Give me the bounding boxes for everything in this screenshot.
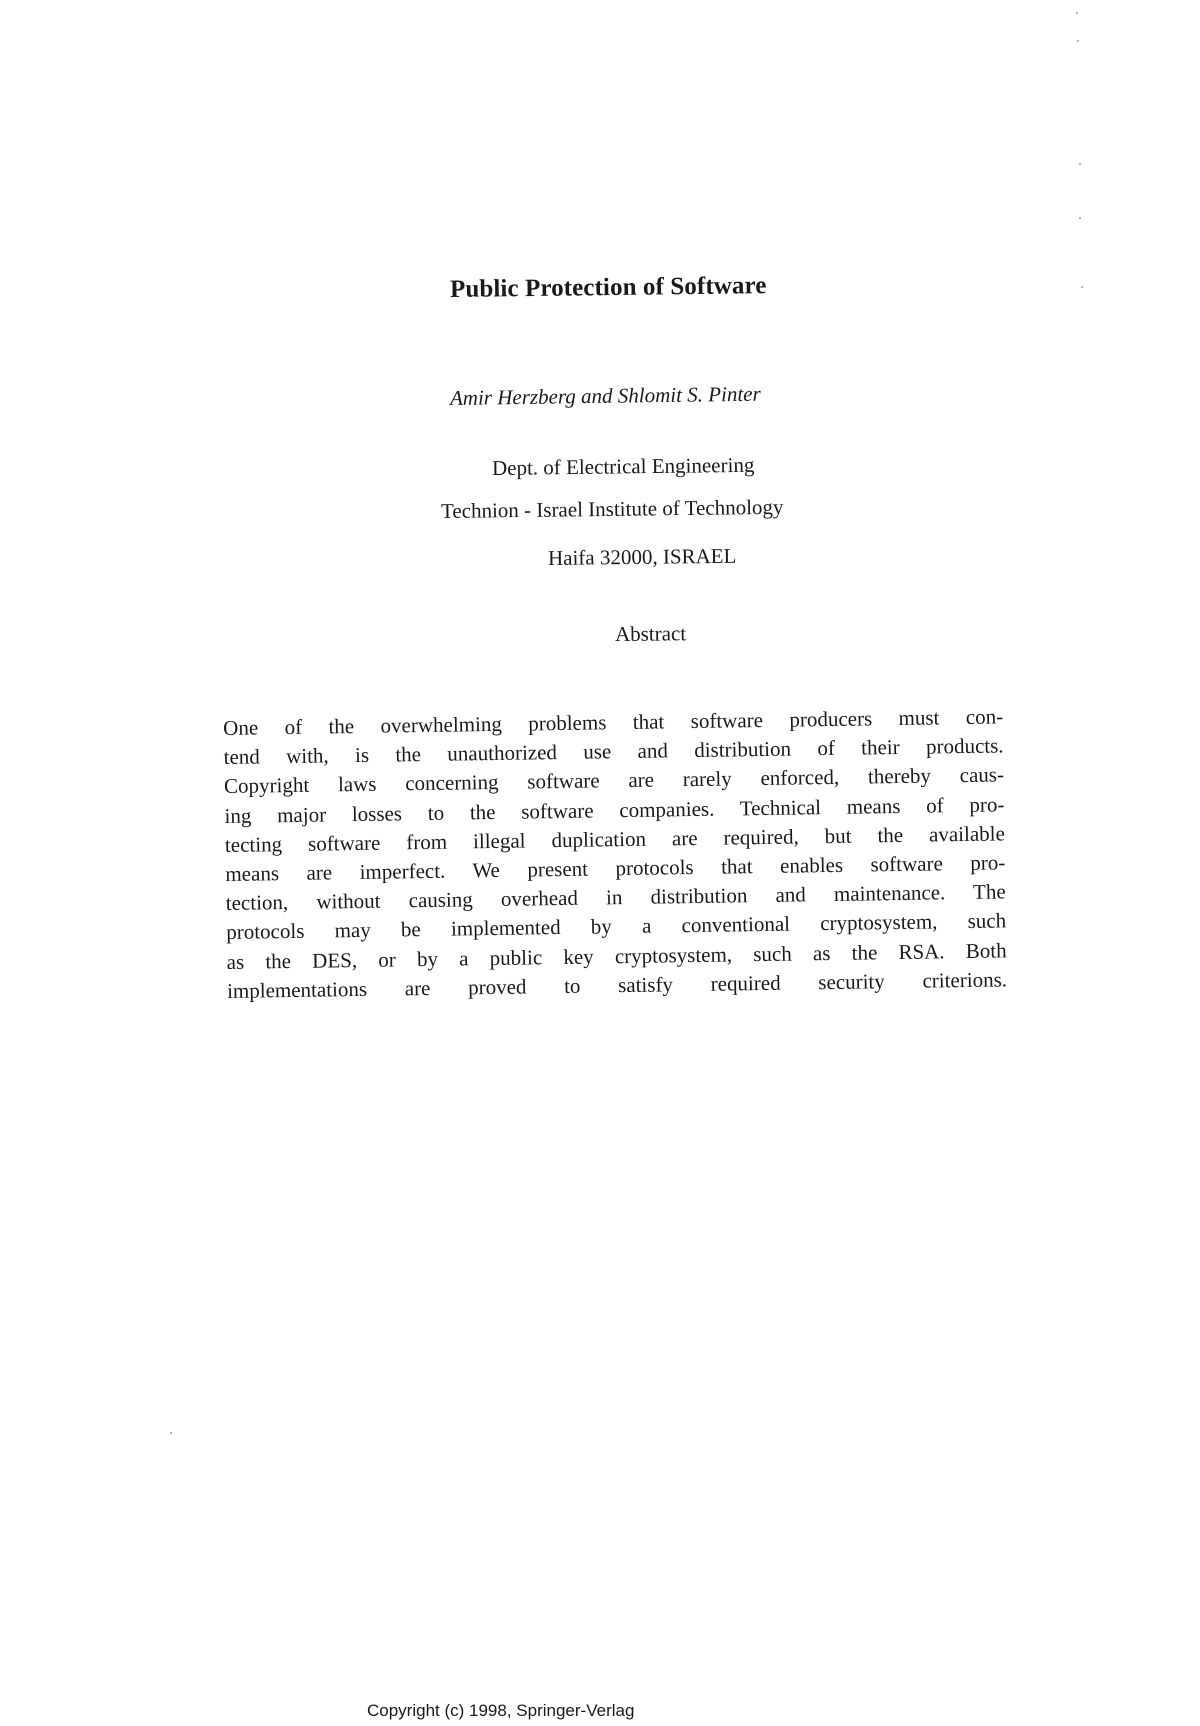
- affiliation-location: Haifa 32000, ISRAEL: [547, 543, 737, 570]
- scan-speck: [170, 1432, 172, 1434]
- abstract-line: One of the overwhelming problems that software producers must con-: [223, 704, 1004, 740]
- scan-speck: [1076, 12, 1078, 14]
- abstract-line: Copyright laws concerning software are rarely enforced, thereby caus-: [223, 762, 1005, 799]
- affiliation-institution: Technion - Israel Institute of Technology: [440, 494, 784, 523]
- scan-speck: [1081, 286, 1083, 288]
- abstract-line: tection, without causing overhead in distribution and maintenance. The: [225, 879, 1006, 916]
- copyright-notice: Copyright (c) 1998, Springer-Verlag: [367, 1701, 635, 1720]
- abstract-line: tend with, is the unauthorized use and distribution of their products.: [223, 733, 1004, 770]
- abstract-line: as the DES, or by a public key cryptosystem, such as the RSA. Both: [226, 938, 1007, 974]
- abstract-heading: Abstract: [614, 621, 687, 646]
- affiliation-department: Dept. of Electrical Engineering: [491, 452, 755, 480]
- paper-authors: Amir Herzberg and Shlomit S. Pinter: [449, 381, 761, 410]
- paper-title: Public Protection of Software: [449, 272, 767, 303]
- scan-speck: [1079, 163, 1081, 165]
- abstract-line: ing major losses to the software companies. Technical means of pro-: [224, 792, 1005, 828]
- abstract-line: tecting software from illegal duplication are required, but the available: [224, 821, 1006, 857]
- scan-speck: [1077, 40, 1079, 42]
- abstract-body: [223, 702, 1007, 1006]
- scan-speck: [1079, 217, 1081, 219]
- abstract-line: protocols may be implemented by a conventional cryptosystem, such: [226, 908, 1007, 945]
- abstract-line: means are imperfect. We present protocols that enables software pro-: [225, 850, 1006, 886]
- abstract-line: implementations are proved to satisfy required security criterions.: [226, 967, 1008, 1003]
